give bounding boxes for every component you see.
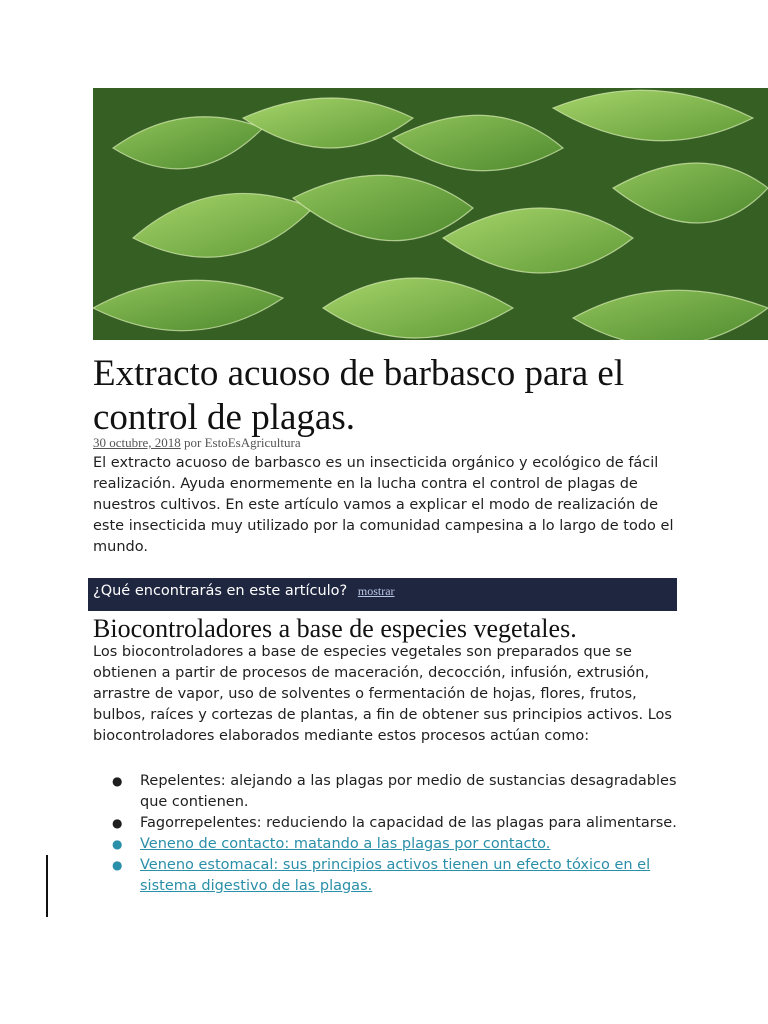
list-item-link[interactable]: ● Veneno estomacal: sus principios activos tienen un efecto tóxico en el sistema digestivo de las plagas. — [112, 857, 651, 894]
bullet-icon: ● — [112, 816, 123, 830]
article-meta — [93, 435, 301, 451]
article-intro: El extracto acuoso de barbasco es un insecticida orgánico y ecológico de fácil realización. Ayuda enormemente en la lucha contra el control de plagas de nuestros cultivos. En este artículo vamos a explicar el modo de realización de este insecticida muy utilizado por la comunidad campesina a lo largo de todo el mundo. — [93, 455, 674, 555]
leaves-illustration — [93, 88, 768, 340]
toc-show-toggle[interactable]: mostrar — [357, 584, 395, 598]
text-cursor-bar — [46, 855, 48, 917]
list-item: ● Repelentes: alejando a las plagas por medio de sustancias desagradables que contienen. — [112, 773, 677, 810]
bullet-icon: ● — [112, 774, 123, 788]
list-item: ● Fagorrepelentes: reduciendo la capacidad de las plagas para alimentarse. — [112, 813, 682, 834]
list-item-link[interactable]: ● Veneno de contacto: matando a las plagas por contacto. — [112, 834, 682, 855]
effects-list — [112, 771, 682, 897]
bullet-icon: ● — [112, 837, 123, 851]
section-heading: Biocontroladores a base de especies vegetales. — [93, 614, 577, 643]
by-label: por — [183, 435, 202, 450]
table-of-contents-bar — [88, 578, 677, 611]
hero-image-barbasco-leaves — [93, 88, 768, 340]
section-body: Los biocontroladores a base de especies vegetales son preparados que se obtienen a partir de procesos de maceración, decocción, infusión, extrusión, arrastre de vapor, uso de solventes o fermentación de hojas, flores, frutos, bulbos, raíces y cortezas de plantas, a fin de obtener sus principios activos. Los biocontroladores elaborados mediante estos procesos actúan como: — [93, 644, 672, 744]
article-title: Extracto acuoso de barbasco para el control de plagas. — [93, 353, 625, 438]
bullet-icon: ● — [112, 858, 123, 872]
article-author[interactable]: EstoEsAgricultura — [204, 435, 301, 450]
toc-label: ¿Qué encontrarás en este artículo? — [93, 583, 348, 599]
article-date-link[interactable]: 30 octubre, 2018 — [93, 435, 181, 450]
